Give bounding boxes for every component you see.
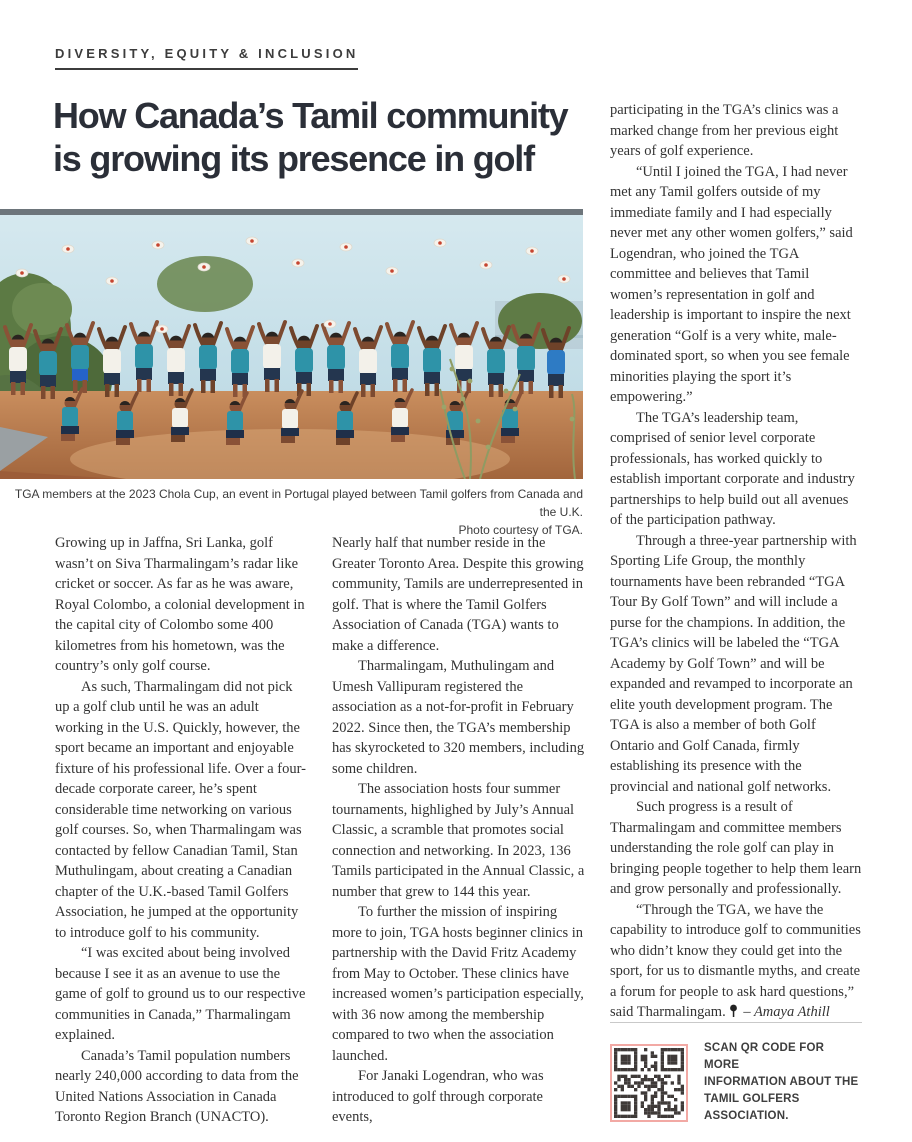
article-title-line2: is growing its presence in golf	[53, 138, 534, 179]
closing-paragraph	[610, 900, 862, 1023]
end-of-article-icon	[729, 1004, 738, 1017]
paragraph: Such progress is a result of Tharmalingam and committee members understanding the role golf can play in bringing people together to help them learn and grow personally and professionally.	[610, 799, 862, 897]
paragraph: “I was excited about being involved because I see it as an avenue to use the game of golf to ground us to our respective communities in Canada,” Tharmalingam explained.	[55, 945, 306, 1043]
article-title	[53, 94, 568, 180]
paragraph: Growing up in Jaffna, Sri Lanka, golf wasn’t on Siva Tharmalingam’s radar like cricket or soccer. As far as he was aware, Royal Colombo, a colonial development in the capital city of Colombo some 400 kilometres from his hometown, was the country’s only golf course.	[55, 535, 305, 674]
qr-label-line: TAMIL GOLFERS ASSOCIATION.	[704, 1093, 800, 1122]
photo-caption-block	[0, 485, 583, 539]
paragraph: To further the mission of inspiring more to join, TGA hosts beginner clinics in partnership with the David Fritz Academy from May to October. These clinics have increased women’s participation especially, with 36 now among the membership compared to two when the association launched.	[332, 904, 584, 1064]
paragraph: Nearly half that number reside in the Greater Toronto Area. Despite this growing community, Tamils are underrepresented in golf. That is where the Tamil Golfers Association of Canada (TGA) wants to make a difference.	[332, 535, 584, 654]
article-column-2	[332, 533, 586, 1128]
section-kicker: DIVERSITY, EQUITY & INCLUSION	[55, 46, 358, 70]
article-column-3	[610, 100, 862, 1023]
paragraph: Tharmalingam, Muthulingam and Umesh Vallipuram registered the association as a not-for-profit in February 2022. Since then, the TGA’s membership has skyrocketed to 320 members, including some children.	[332, 658, 585, 777]
author-byline: – Amaya Athill	[743, 1004, 830, 1020]
group-photo	[0, 209, 583, 479]
article-title-line1: How Canada’s Tamil community	[53, 95, 568, 136]
qr-label	[704, 1040, 862, 1125]
photo-caption: TGA members at the 2023 Chola Cup, an event in Portugal played between Tamil golfers from Canada and the U.K.	[14, 487, 583, 519]
closing-text: “Through the TGA, we have the capability to introduce golf to communities who didn’t know they could get into the sport, for us to dismantle myths, and create a forum for people to ask hard questions,” said Tharmalingam.	[610, 901, 861, 1020]
paragraph: For Janaki Logendran, who was introduced to golf through corporate events,	[332, 1068, 544, 1125]
photo-credit: Photo courtesy of TGA.	[458, 523, 583, 537]
paragraph: As such, Tharmalingam did not pick up a golf club until he was an adult working in the U.S. Quickly, however, the sport became an important and enjoyable fixture of his professional life. Over a four-decade corporate career, he’s spent considerable time networking on various golf courses. So, when Tharmalingam was contacted by fellow Canadian Tamil, Stan Muthulingam, about creating a Canadian chapter of the U.K.-based Tamil Golfers Association, he jumped at the opportunity to introduce golf to his community.	[55, 678, 306, 941]
qr-section	[610, 1022, 862, 1125]
paragraph: participating in the TGA’s clinics was a marked change from her previous eight years of golf experience.	[610, 102, 839, 159]
qr-label-line: SCAN QR CODE FOR MORE	[704, 1042, 825, 1071]
paragraph: The association hosts four summer tournaments, highlighed by July’s Annual Classic, a scramble that promotes social connection and networking. In 2023, 136 Tamils participated in the Annual Classic, a number that grew to 144 this year.	[332, 781, 585, 900]
paragraph: “Until I joined the TGA, I had never met any Tamil golfers outside of my immediate family and I had especially never met any other women golfers,” said Logendran, who joined the TGA committee and believes that Tamil women’s representation in golf and leadership is important to inspire the next generation “Golf is a very white, male-dominated sport, so when you see female minorities playing the sport it’s empowering.”	[610, 163, 853, 405]
paragraph: Through a three-year partnership with Sporting Life Group, the monthly tournaments have been rebranded “TGA Tour By Golf Town” and will include a purse for the champions. In addition, the TGA’s clinics will be labeled the “TGA Academy by Golf Town” and will be expanded and revamped to incorporate an elite youth development program. The TGA is also a member of both Golf Ontario and Golf Canada, firmly establishing its presence with the provincial and national golf networks.	[610, 532, 857, 795]
article-column-1	[55, 533, 309, 1128]
paragraph: Canada’s Tamil population numbers nearly 240,000 according to data from the United Nations Association in Canada Toronto Region Branch (UNACTO).	[55, 1047, 299, 1125]
qr-code	[610, 1044, 688, 1122]
paragraph: The TGA’s leadership team, comprised of senior level corporate professionals, has worked quickly to establish important corporate and industry partnerships to help build out all avenues of the participation pathway.	[610, 409, 855, 528]
qr-label-line: INFORMATION ABOUT THE	[704, 1076, 859, 1088]
